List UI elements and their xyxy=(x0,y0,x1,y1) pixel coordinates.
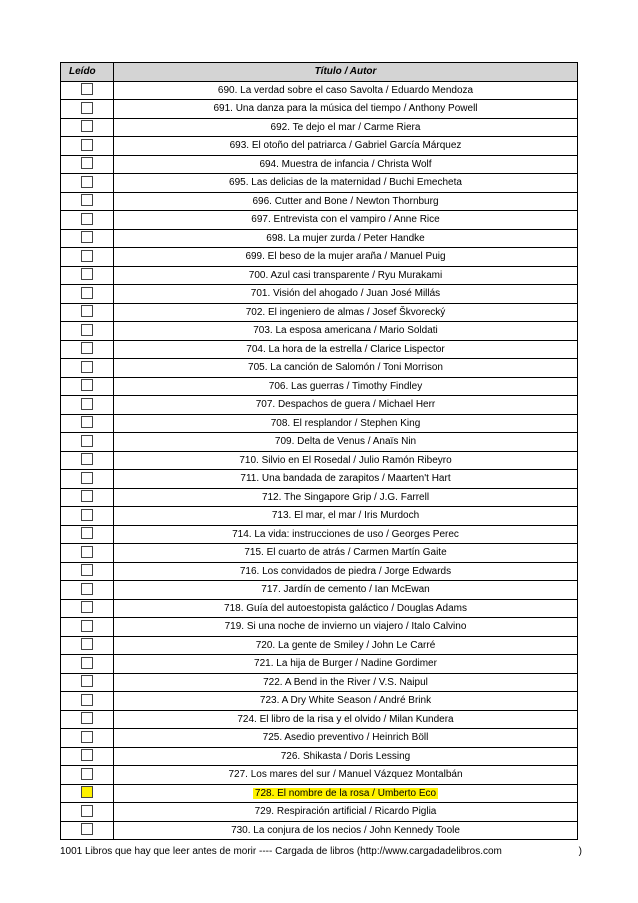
table-row xyxy=(61,377,578,396)
title-author-text: 725. Asedio preventivo / Heinrich Böll xyxy=(262,732,429,744)
title-author-text: 707. Despachos de guera / Michael Herr xyxy=(255,399,436,411)
table-row xyxy=(61,544,578,563)
title-author-text: 708. El resplandor / Stephen King xyxy=(270,417,421,429)
read-cell xyxy=(61,118,114,137)
title-author-cell xyxy=(114,285,578,304)
read-cell xyxy=(61,81,114,100)
title-author-cell xyxy=(114,692,578,711)
table-row xyxy=(61,562,578,581)
read-cell xyxy=(61,414,114,433)
read-cell xyxy=(61,710,114,729)
read-cell xyxy=(61,544,114,563)
read-checkbox[interactable] xyxy=(81,601,93,613)
read-checkbox[interactable] xyxy=(81,268,93,280)
title-author-text: 710. Silvio en El Rosedal / Julio Ramón Ribeyro xyxy=(239,454,452,466)
title-author-text: 722. A Bend in the River / V.S. Naipul xyxy=(263,676,428,688)
read-checkbox[interactable] xyxy=(81,287,93,299)
table-row xyxy=(61,192,578,211)
read-checkbox[interactable] xyxy=(81,564,93,576)
title-author-cell xyxy=(114,562,578,581)
title-author-cell xyxy=(114,229,578,248)
read-cell xyxy=(61,451,114,470)
title-author-cell xyxy=(114,599,578,618)
title-author-text: 690. La verdad sobre el caso Savolta / Eduardo Mendoza xyxy=(217,84,474,96)
read-cell xyxy=(61,285,114,304)
title-author-cell xyxy=(114,81,578,100)
read-checkbox[interactable] xyxy=(81,823,93,835)
title-author-text: 728. El nombre de la rosa / Umberto Eco xyxy=(254,787,437,799)
read-cell xyxy=(61,340,114,359)
table-row xyxy=(61,525,578,544)
title-author-cell xyxy=(114,618,578,637)
title-author-text: 691. Una danza para la música del tiempo / Anthony Powell xyxy=(213,103,478,115)
read-cell xyxy=(61,766,114,785)
title-author-cell xyxy=(114,451,578,470)
read-checkbox[interactable] xyxy=(81,250,93,262)
read-cell xyxy=(61,562,114,581)
page-footer xyxy=(60,846,582,857)
read-checkbox[interactable] xyxy=(81,620,93,632)
title-author-text: 716. Los convidados de piedra / Jorge Edwards xyxy=(239,565,452,577)
read-cell xyxy=(61,747,114,766)
title-author-cell xyxy=(114,266,578,285)
read-cell xyxy=(61,322,114,341)
title-author-cell xyxy=(114,359,578,378)
title-author-text: 711. Una bandada de zarapitos / Maarten't Hart xyxy=(240,473,451,485)
title-author-cell xyxy=(114,747,578,766)
title-author-text: 702. El ingeniero de almas / Josef Škvorecký xyxy=(245,306,446,318)
read-cell xyxy=(61,396,114,415)
title-author-text: 718. Guía del autoestopista galáctico / Douglas Adams xyxy=(224,602,467,614)
title-author-cell xyxy=(114,248,578,267)
title-author-cell xyxy=(114,396,578,415)
read-checkbox[interactable] xyxy=(81,305,93,317)
title-author-text: 719. Si una noche de invierno un viajero / Italo Calvino xyxy=(224,621,467,633)
read-checkbox[interactable] xyxy=(81,657,93,669)
title-author-cell xyxy=(114,636,578,655)
title-author-text: 715. El cuarto de atrás / Carmen Martín Gaite xyxy=(244,547,447,559)
title-author-cell xyxy=(114,581,578,600)
table-row xyxy=(61,747,578,766)
read-checkbox[interactable] xyxy=(81,490,93,502)
title-author-text: 698. La mujer zurda / Peter Handke xyxy=(266,232,425,244)
read-checkbox[interactable] xyxy=(81,694,93,706)
read-cell xyxy=(61,470,114,489)
title-author-text: 700. Azul casi transparente / Ryu Murakami xyxy=(248,269,443,281)
table-row xyxy=(61,118,578,137)
read-checkbox[interactable] xyxy=(81,546,93,558)
table-row xyxy=(61,507,578,526)
read-cell xyxy=(61,525,114,544)
read-cell xyxy=(61,100,114,119)
read-checkbox[interactable] xyxy=(81,509,93,521)
table-row xyxy=(61,303,578,322)
table-row xyxy=(61,599,578,618)
read-cell xyxy=(61,359,114,378)
title-author-text: 701. Visión del ahogado / Juan José Millás xyxy=(250,288,441,300)
table-row xyxy=(61,451,578,470)
title-author-text: 703. La esposa americana / Mario Soldati xyxy=(253,325,438,337)
title-author-text: 721. La hija de Burger / Nadine Gordimer xyxy=(254,658,437,670)
title-author-cell xyxy=(114,118,578,137)
table-row xyxy=(61,710,578,729)
read-checkbox[interactable] xyxy=(81,213,93,225)
title-author-text: 714. La vida: instrucciones de uso / Georges Perec xyxy=(232,528,459,540)
table-row xyxy=(61,618,578,637)
table-row xyxy=(61,729,578,748)
table-row xyxy=(61,821,578,840)
read-checkbox[interactable] xyxy=(81,83,93,95)
title-author-cell xyxy=(114,174,578,193)
read-checkbox[interactable] xyxy=(81,712,93,724)
table-row xyxy=(61,784,578,803)
read-cell xyxy=(61,581,114,600)
table-row xyxy=(61,248,578,267)
table-row xyxy=(61,229,578,248)
read-cell xyxy=(61,673,114,692)
title-author-cell xyxy=(114,784,578,803)
title-author-cell xyxy=(114,155,578,174)
title-author-cell xyxy=(114,544,578,563)
title-author-cell xyxy=(114,322,578,341)
read-cell xyxy=(61,488,114,507)
read-checkbox[interactable] xyxy=(81,194,93,206)
read-checkbox[interactable] xyxy=(81,435,93,447)
title-author-text: 697. Entrevista con el vampiro / Anne Rice xyxy=(251,214,440,226)
read-cell xyxy=(61,784,114,803)
title-author-cell xyxy=(114,377,578,396)
read-checkbox[interactable] xyxy=(81,361,93,373)
read-checkbox[interactable] xyxy=(81,157,93,169)
table-header-row xyxy=(61,63,578,82)
read-checkbox[interactable] xyxy=(81,527,93,539)
title-author-text: 726. Shikasta / Doris Lessing xyxy=(280,750,411,762)
table-row xyxy=(61,414,578,433)
footer-text: 1001 Libros que hay que leer antes de morir ---- Cargada de libros (http://www.cargadadelibros.com xyxy=(60,846,502,857)
read-checkbox[interactable] xyxy=(81,324,93,336)
table-row xyxy=(61,81,578,100)
read-checkbox[interactable] xyxy=(81,731,93,743)
title-author-text: 723. A Dry White Season / André Brink xyxy=(259,695,432,707)
title-author-text: 717. Jardín de cemento / Ian McEwan xyxy=(261,584,430,596)
title-author-text: 705. La canción de Salomón / Toni Morrison xyxy=(248,362,443,374)
read-checkbox[interactable] xyxy=(81,102,93,114)
read-cell xyxy=(61,821,114,840)
title-author-text: 709. Delta de Venus / Anaïs Nin xyxy=(274,436,417,448)
footer-close-paren: ) xyxy=(578,846,582,857)
table-row xyxy=(61,137,578,156)
read-checkbox[interactable] xyxy=(81,231,93,243)
title-author-text: 704. La hora de la estrella / Clarice Lispector xyxy=(246,343,445,355)
title-author-cell xyxy=(114,766,578,785)
read-checkbox[interactable] xyxy=(81,638,93,650)
title-author-cell xyxy=(114,525,578,544)
title-author-cell xyxy=(114,803,578,822)
read-cell xyxy=(61,507,114,526)
title-author-cell xyxy=(114,433,578,452)
title-author-text: 699. El beso de la mujer araña / Manuel Puig xyxy=(245,251,446,263)
read-checkbox[interactable] xyxy=(81,379,93,391)
title-author-cell xyxy=(114,710,578,729)
read-cell xyxy=(61,155,114,174)
table-row xyxy=(61,673,578,692)
title-author-text: 706. Las guerras / Timothy Findley xyxy=(268,380,423,392)
table-row xyxy=(61,155,578,174)
header-title-author: Título / Autor xyxy=(114,63,578,82)
title-author-cell xyxy=(114,507,578,526)
table-row xyxy=(61,359,578,378)
title-author-cell xyxy=(114,821,578,840)
read-checkbox[interactable] xyxy=(81,749,93,761)
title-author-cell xyxy=(114,729,578,748)
table-row xyxy=(61,655,578,674)
table-row xyxy=(61,581,578,600)
read-cell xyxy=(61,433,114,452)
read-checkbox[interactable] xyxy=(81,786,93,798)
title-author-text: 720. La gente de Smiley / John Le Carré xyxy=(255,639,436,651)
title-author-text: 693. El otoño del patriarca / Gabriel García Márquez xyxy=(229,140,462,152)
read-checkbox[interactable] xyxy=(81,583,93,595)
read-cell xyxy=(61,211,114,230)
table-row xyxy=(61,322,578,341)
title-author-cell xyxy=(114,470,578,489)
table-row xyxy=(61,470,578,489)
read-cell xyxy=(61,137,114,156)
read-cell xyxy=(61,248,114,267)
title-author-cell xyxy=(114,211,578,230)
title-author-cell xyxy=(114,303,578,322)
read-cell xyxy=(61,729,114,748)
title-author-text: 692. Te dejo el mar / Carme Riera xyxy=(270,121,421,133)
table-row xyxy=(61,100,578,119)
table-row xyxy=(61,211,578,230)
read-checkbox[interactable] xyxy=(81,398,93,410)
read-cell xyxy=(61,174,114,193)
table-row xyxy=(61,803,578,822)
read-checkbox[interactable] xyxy=(81,120,93,132)
read-cell xyxy=(61,599,114,618)
title-author-cell xyxy=(114,414,578,433)
book-table xyxy=(60,62,578,840)
title-author-cell xyxy=(114,340,578,359)
table-row xyxy=(61,266,578,285)
table-row xyxy=(61,692,578,711)
title-author-cell xyxy=(114,488,578,507)
table-row xyxy=(61,766,578,785)
read-checkbox[interactable] xyxy=(81,768,93,780)
title-author-text: 724. El libro de la risa y el olvido / Milan Kundera xyxy=(237,713,454,725)
title-author-text: 712. The Singapore Grip / J.G. Farrell xyxy=(261,491,430,503)
table-row xyxy=(61,340,578,359)
table-row xyxy=(61,636,578,655)
read-cell xyxy=(61,692,114,711)
title-author-text: 727. Los mares del sur / Manuel Vázquez Montalbán xyxy=(228,769,463,781)
read-cell xyxy=(61,377,114,396)
title-author-cell xyxy=(114,655,578,674)
read-checkbox[interactable] xyxy=(81,453,93,465)
read-checkbox[interactable] xyxy=(81,416,93,428)
read-checkbox[interactable] xyxy=(81,342,93,354)
header-read: Leído xyxy=(61,63,114,82)
read-checkbox[interactable] xyxy=(81,139,93,151)
title-author-cell xyxy=(114,192,578,211)
title-author-cell xyxy=(114,673,578,692)
read-checkbox[interactable] xyxy=(81,176,93,188)
read-checkbox[interactable] xyxy=(81,805,93,817)
title-author-text: 696. Cutter and Bone / Newton Thornburg xyxy=(252,195,439,207)
read-checkbox[interactable] xyxy=(81,472,93,484)
read-cell xyxy=(61,636,114,655)
read-cell xyxy=(61,266,114,285)
title-author-text: 713. El mar, el mar / Iris Murdoch xyxy=(271,510,420,522)
title-author-text: 695. Las delicias de la maternidad / Buchi Emecheta xyxy=(229,177,462,189)
read-cell xyxy=(61,803,114,822)
read-cell xyxy=(61,303,114,322)
title-author-text: 729. Respiración artificial / Ricardo Piglia xyxy=(254,806,437,818)
read-cell xyxy=(61,618,114,637)
table-row xyxy=(61,396,578,415)
read-cell xyxy=(61,192,114,211)
read-cell xyxy=(61,229,114,248)
title-author-text: 694. Muestra de infancia / Christa Wolf xyxy=(259,158,432,170)
read-checkbox[interactable] xyxy=(81,675,93,687)
table-row xyxy=(61,174,578,193)
title-author-cell xyxy=(114,137,578,156)
title-author-text: 730. La conjura de los necios / John Kennedy Toole xyxy=(231,824,460,836)
table-row xyxy=(61,285,578,304)
table-row xyxy=(61,488,578,507)
title-author-cell xyxy=(114,100,578,119)
table-row xyxy=(61,433,578,452)
read-cell xyxy=(61,655,114,674)
